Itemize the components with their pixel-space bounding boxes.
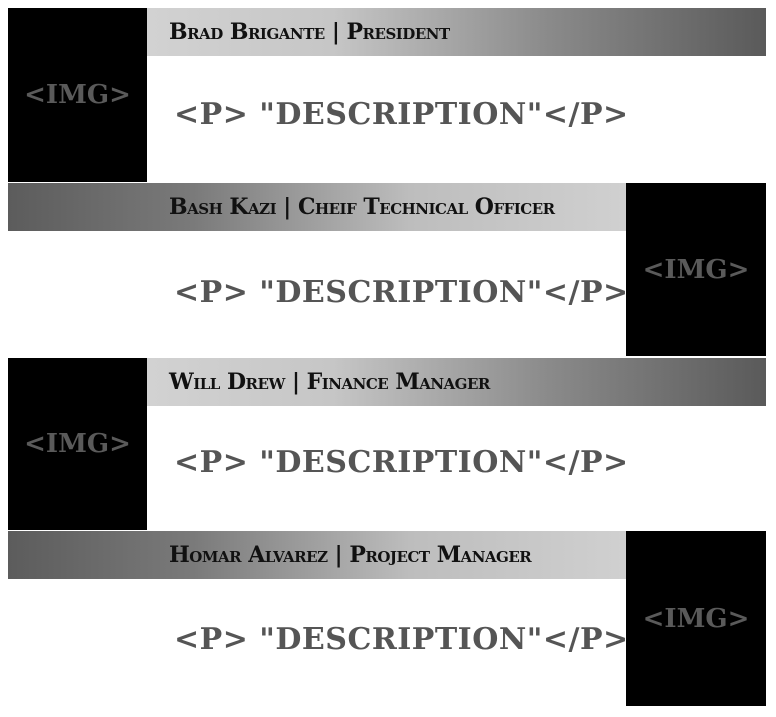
member-image-placeholder: <IMG> bbox=[8, 358, 147, 530]
member-description: <P> "DESCRIPTION"</P> bbox=[174, 445, 629, 480]
member-name-role-bar bbox=[147, 8, 766, 56]
member-name-role: Brad Brigante | President bbox=[169, 19, 450, 45]
member-name-role: Will Drew | Finance Manager bbox=[169, 369, 490, 395]
member-name-role: Homar Alvarez | Project Manager bbox=[169, 542, 532, 568]
member-description: <P> "DESCRIPTION"</P> bbox=[174, 275, 629, 310]
member-name-role-bar bbox=[8, 183, 626, 231]
member-image-placeholder: <IMG> bbox=[626, 531, 766, 706]
member-image-placeholder: <IMG> bbox=[626, 183, 766, 356]
member-description: <P> "DESCRIPTION"</P> bbox=[174, 622, 629, 657]
member-name-role: Bash Kazi | Cheif Technical Officer bbox=[169, 194, 555, 220]
member-description: <P> "DESCRIPTION"</P> bbox=[174, 97, 629, 132]
member-name-role-bar bbox=[8, 531, 626, 579]
member-name-role-bar bbox=[147, 358, 766, 406]
member-image-placeholder: <IMG> bbox=[8, 8, 147, 182]
